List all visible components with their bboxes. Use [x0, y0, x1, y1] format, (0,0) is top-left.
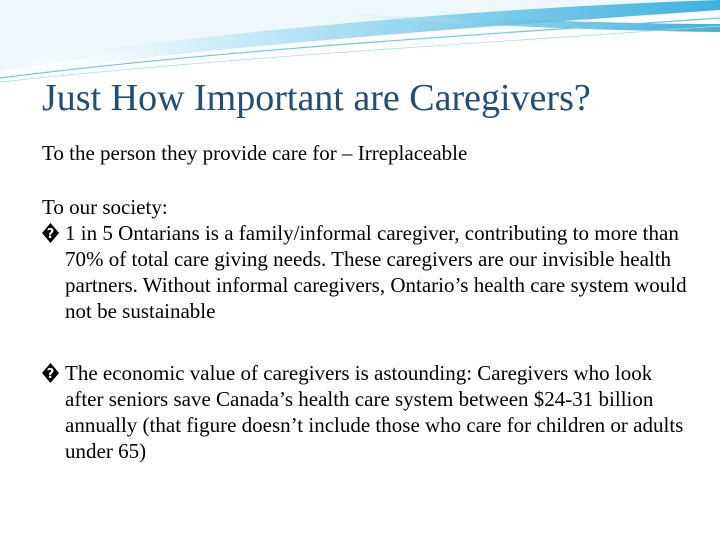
bullet-text: 1 in 5 Ontarians is a family/informal caregiver, contributing to more than 70% of total care giving needs. These caregivers are our invisible health partners. Without informal caregivers, Ontario’s health care system would not be sustainable [65, 221, 687, 323]
slide-body [42, 140, 692, 464]
svg-text:?: ? [46, 227, 55, 242]
paragraph-person: To the person they provide care for – Irreplaceable [42, 141, 468, 165]
replacement-character-icon [42, 363, 59, 383]
slide-title: Just How Important are Caregivers? [42, 77, 591, 119]
paragraph-society: To our society: [42, 195, 168, 219]
bullet-item [42, 220, 692, 324]
replacement-character-icon [42, 223, 59, 243]
svg-text:?: ? [46, 367, 55, 382]
bullet-text: The economic value of caregivers is astounding: Caregivers who look after seniors save Canada’s health care system between $24-31 billion annually (that figure doesn’t include those who care for children or adults under 65) [65, 361, 684, 463]
bullet-item [42, 360, 692, 464]
